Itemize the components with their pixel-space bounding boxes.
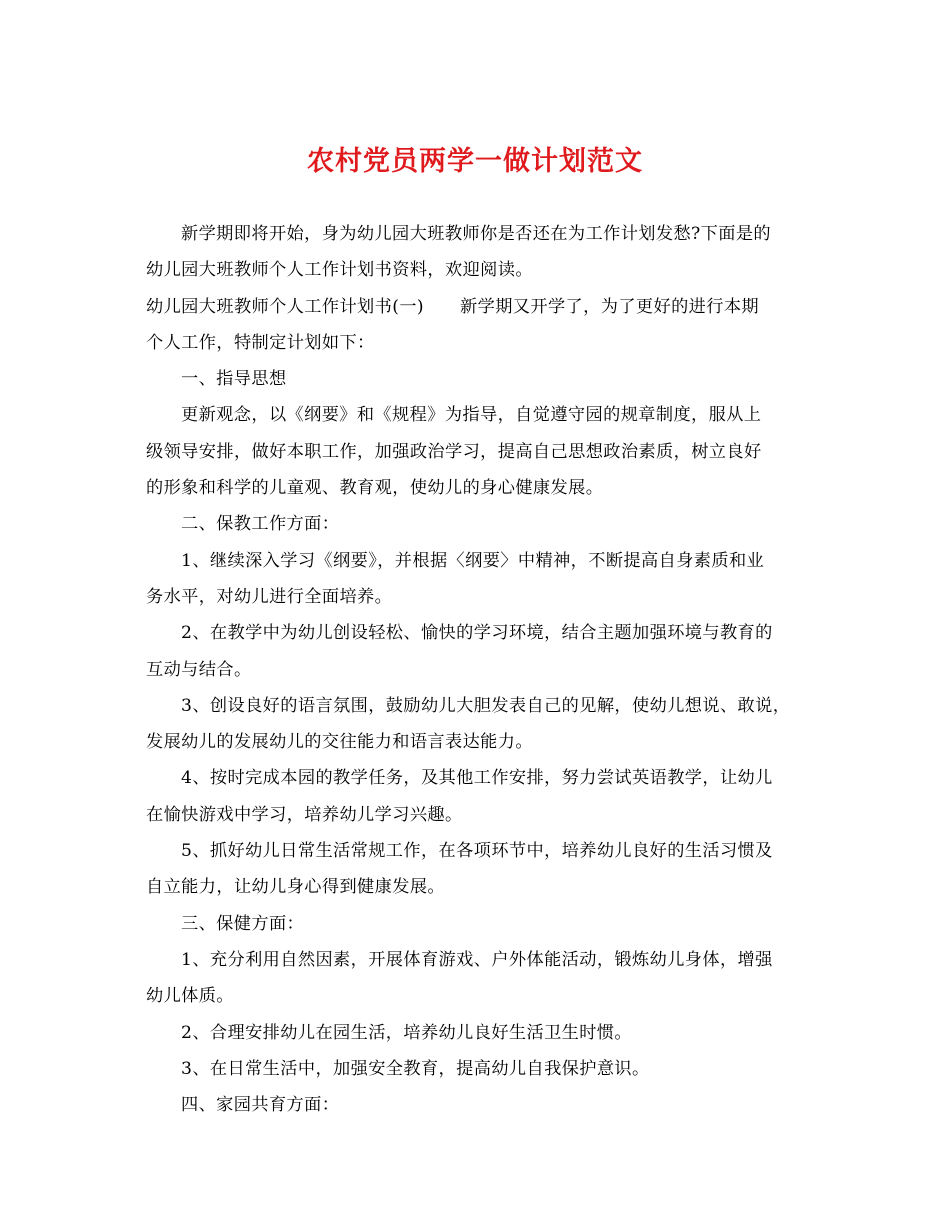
list-item-continued: 在愉快游戏中学习，培养幼儿学习兴趣。	[146, 804, 463, 825]
paragraph-text: 新学期又开学了，为了更好的进行本期	[460, 296, 760, 317]
paragraph-line: 级领导安排，做好本职工作，加强政治学习，提高自己思想政治素质，树立良好	[146, 441, 762, 462]
list-item: 5、抓好幼儿日常生活常规工作，在各项环节中，培养幼儿良好的生活习惯及	[181, 841, 773, 862]
list-item: 2、在教学中为幼儿创设轻松、愉快的学习环境，结合主题加强环境与教育的	[181, 623, 773, 644]
list-item: 4、按时完成本园的教学任务，及其他工作安排，努力尝试英语教学，让幼儿	[181, 768, 773, 789]
document-title: 农村党员两学一做计划范文	[307, 146, 643, 177]
list-item-continued: 务水平，对幼儿进行全面培养。	[146, 586, 393, 607]
document-body	[146, 216, 821, 1123]
list-item-continued: 自立能力，让幼儿身心得到健康发展。	[146, 877, 445, 898]
list-item: 3、创设良好的语言氛围，鼓励幼儿大胆发表自己的见解，使幼儿想说、敢说，	[181, 695, 791, 716]
paragraph-line: 的形象和科学的儿童观、教育观，使幼儿的身心健康发展。	[146, 478, 604, 499]
section-heading: 三、保健方面：	[181, 913, 305, 934]
paragraph-line: 幼儿园大班教师个人工作计划书资料，欢迎阅读。	[146, 260, 533, 281]
section-heading: 一、指导思想	[181, 369, 287, 390]
paragraph-line: 个人工作，特制定计划如下：	[146, 332, 375, 353]
list-item-continued: 发展幼儿的发展幼儿的交往能力和语言表达能力。	[146, 732, 533, 753]
list-item: 3、在日常生活中，加强安全教育，提高幼儿自我保护意识。	[181, 1058, 650, 1079]
list-item-continued: 幼儿体质。	[146, 986, 234, 1007]
paragraph-line: 新学期即将开始，身为幼儿园大班教师你是否还在为工作计划发愁?下面是的	[181, 224, 772, 244]
list-item-continued: 互动与结合。	[146, 659, 252, 680]
paragraph-line: 更新观念，以《纲要》和《规程》为指导，自觉遵守园的规章制度，服从上	[181, 405, 762, 426]
list-item: 1、充分利用自然因素，开展体育游戏、户外体能活动，锻炼幼儿身体，增强	[181, 949, 773, 970]
section-heading: 幼儿园大班教师个人工作计划书(一)	[146, 296, 425, 317]
list-item: 1、继续深入学习《纲要》，并根据〈纲要〉中精神，不断提高自身素质和业	[181, 550, 765, 571]
list-item: 2、合理安排幼儿在园生活，培养幼儿良好生活卫生时惯。	[181, 1022, 633, 1043]
paragraph-line	[146, 289, 821, 325]
section-heading: 四、家园共育方面：	[181, 1095, 340, 1116]
section-heading: 二、保教工作方面：	[181, 514, 340, 535]
